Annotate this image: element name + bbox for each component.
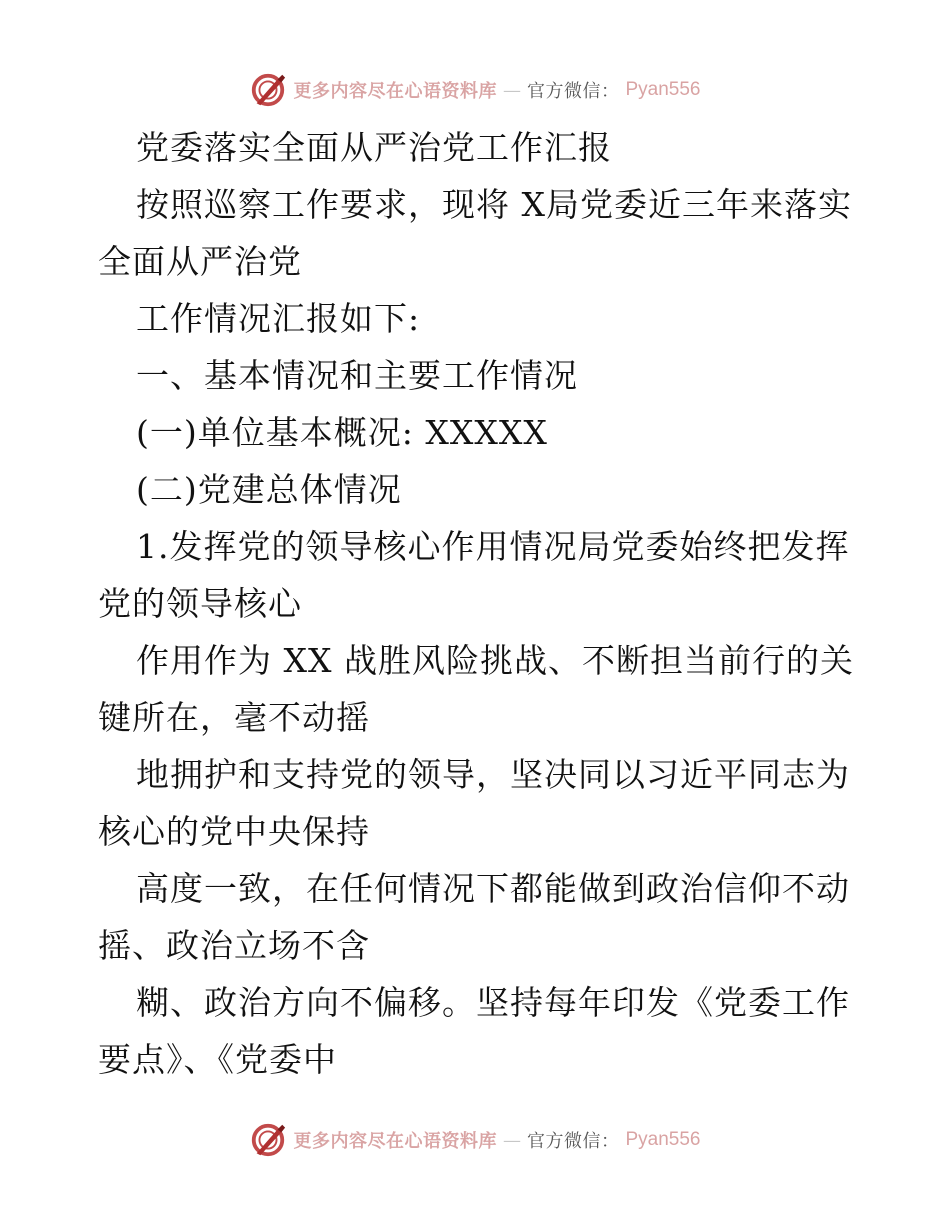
paragraph: 糊、政治方向不偏移。坚持每年印发《党委工作要点》、《党委中 — [98, 983, 850, 1079]
pen-logo-icon — [249, 1121, 287, 1159]
document-body — [98, 119, 858, 1088]
paragraph: 工作情况汇报如下: — [136, 299, 421, 338]
paragraph: 高度一致，在任何情况下都能做到政治信仰不动摇、政治立场不含 — [98, 869, 850, 965]
pen-logo-icon — [249, 71, 287, 109]
watermark-wechat-label: 官方微信： — [526, 1131, 620, 1152]
footer-watermark — [0, 1118, 950, 1162]
watermark-separator: — — [502, 1129, 521, 1151]
watermark-wechat-id: Pyan556 — [625, 1129, 701, 1150]
paragraph: 作用作为 XX 战胜风险挑战、不断担当前行的关键所在，毫不动摇 — [98, 641, 854, 737]
watermark-main-text: 更多内容尽在心语资料库 — [293, 1131, 497, 1152]
paragraph: 地拥护和支持党的领导，坚决同以习近平同志为核心的党中央保持 — [98, 755, 850, 851]
subsection-heading: (二)党建总体情况 — [136, 470, 402, 509]
watermark-wechat-id: Pyan556 — [625, 79, 701, 100]
document-title: 党委落实全面从严治党工作汇报 — [136, 128, 612, 167]
subsection-heading: (一)单位基本概况: XXXXX — [136, 413, 548, 452]
watermark-main-text: 更多内容尽在心语资料库 — [293, 81, 497, 102]
section-heading: 一、基本情况和主要工作情况 — [136, 356, 578, 395]
header-watermark — [0, 68, 950, 112]
watermark-separator: — — [502, 79, 521, 101]
watermark-wechat-label: 官方微信： — [526, 81, 620, 102]
paragraph: 1.发挥党的领导核心作用情况局党委始终把发挥党的领导核心 — [98, 527, 850, 623]
paragraph: 按照巡察工作要求，现将 X局党委近三年来落实全面从严治党 — [98, 185, 852, 281]
